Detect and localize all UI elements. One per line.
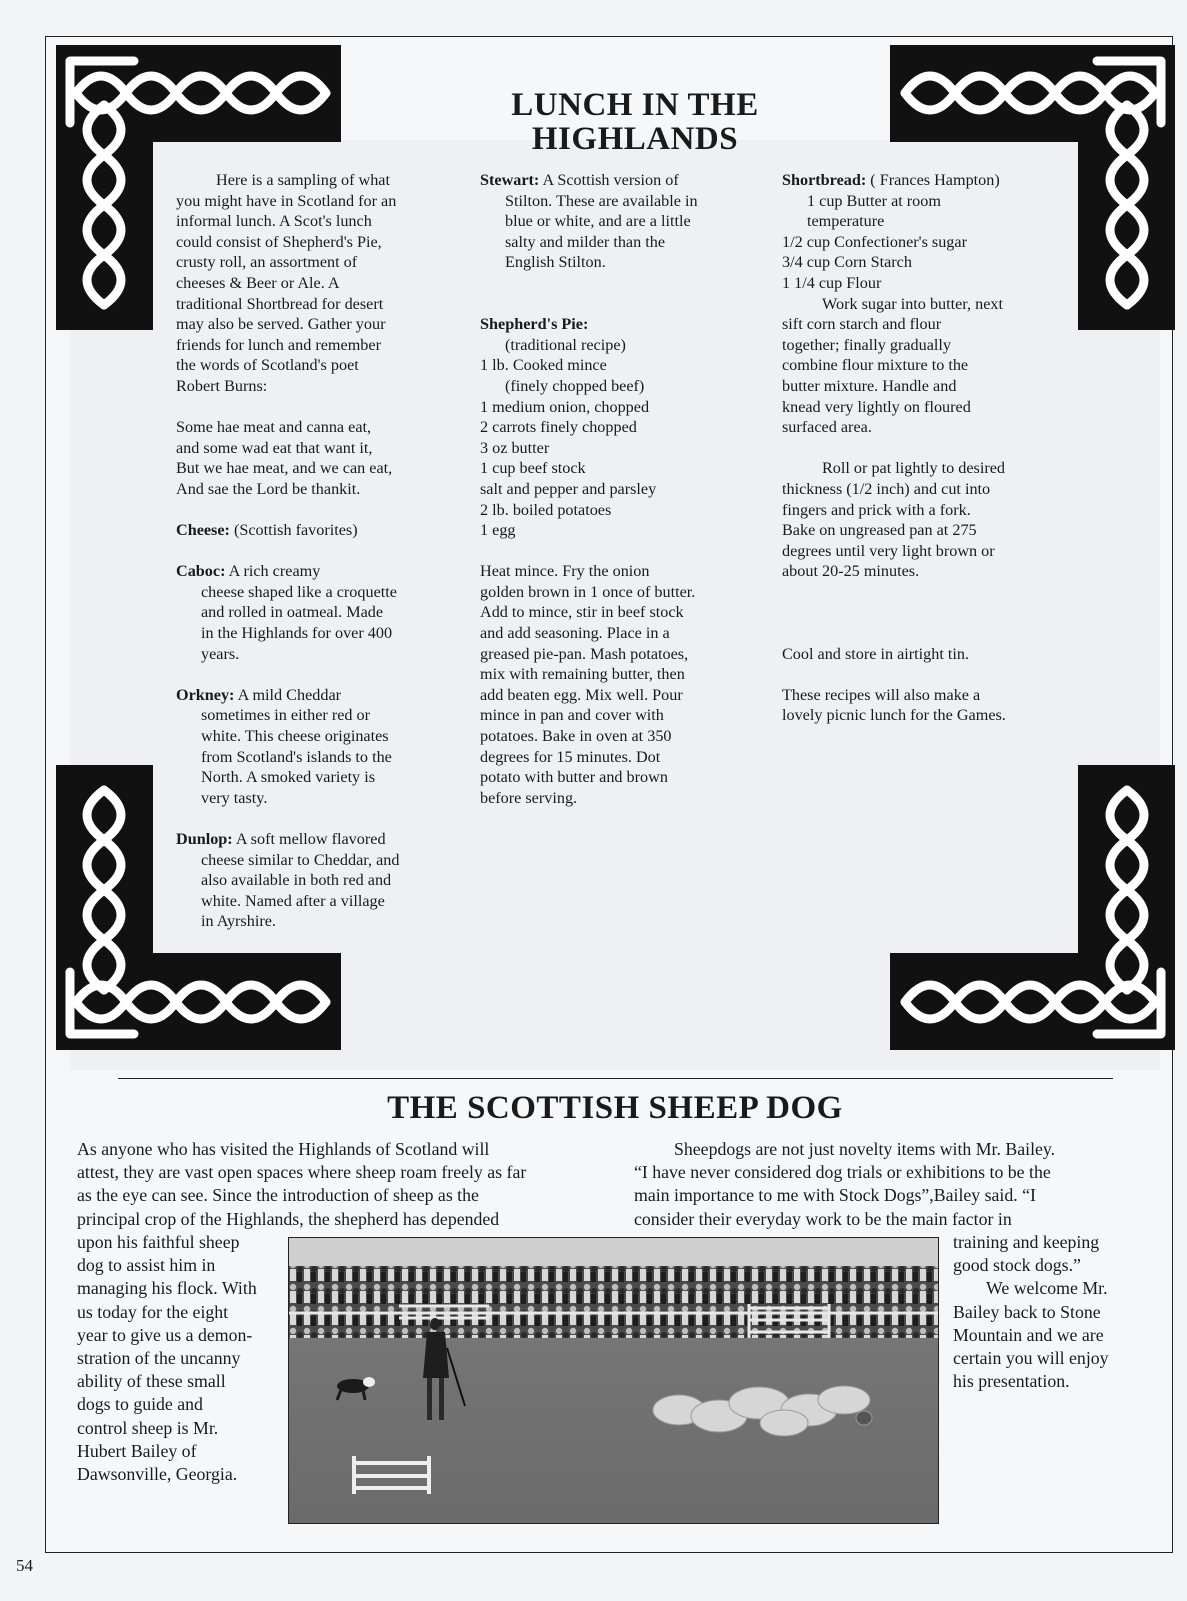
article-line: certain you will enjoy: [953, 1348, 1109, 1369]
poem-line: Some hae meat and canna eat,: [176, 418, 372, 437]
cheese-line: in Ayrshire.: [201, 912, 276, 931]
article-line: good stock dogs.”: [953, 1255, 1081, 1276]
cheese-line: in the Highlands for over 400: [201, 624, 393, 643]
article-line: dog to assist him in: [77, 1255, 216, 1276]
article-line: us today for the eight: [77, 1301, 229, 1322]
article-line: We welcome Mr.: [986, 1278, 1108, 1299]
cheese-heading: [176, 520, 456, 541]
sheepdog-right-wide: [634, 1138, 1154, 1231]
article-line: Bailey back to Stone: [953, 1301, 1101, 1322]
ingredient: 1 1/4 cup Flour: [782, 273, 882, 292]
ingredient: 3/4 cup Corn Starch: [782, 253, 912, 272]
cheese-line: English Stilton.: [505, 253, 606, 272]
sheepdog-title: THE SCOTTISH SHEEP DOG: [387, 1090, 843, 1126]
picnic-note: lovely picnic lunch for the Games.: [782, 706, 1006, 725]
cheese-line: sometimes in either red or: [201, 706, 371, 725]
method-line: mix with remaining butter, then: [480, 665, 685, 684]
cheese-line: white. Named after a village: [201, 891, 385, 910]
article-line: upon his faithful sheep: [77, 1232, 240, 1252]
cheese-name: Dunlop:: [176, 830, 233, 848]
title-line: LUNCH IN THE: [511, 87, 759, 123]
picnic-note: These recipes will also make a: [782, 685, 981, 704]
article-line: control sheep is Mr.: [77, 1417, 219, 1438]
intro-line: could consist of Shepherd's Pie,: [176, 232, 382, 251]
cheese-line: years.: [201, 644, 240, 663]
method-line: Roll or pat lightly to desired: [822, 459, 1005, 478]
method-line: Heat mince. Fry the onion: [480, 562, 650, 581]
method-line: greased pie-pan. Mash potatoes,: [480, 644, 689, 663]
cheese-line: Stilton. These are available in: [505, 191, 698, 210]
ingredient: 1 egg: [480, 521, 516, 540]
method-line: potatoes. Bake in oven at 350: [480, 727, 672, 746]
column-intro-cheeses: [176, 170, 456, 932]
cheese-line: very tasty.: [201, 788, 268, 807]
recipe-heading: Shepherd's Pie:: [480, 315, 589, 334]
sheepdog-right-narrow: [953, 1231, 1153, 1393]
method-line: and add seasoning. Place in a: [480, 624, 670, 643]
method-line: mince in pan and cover with: [480, 706, 664, 725]
article-line: Sheepdogs are not just novelty items with Mr. Bailey.: [674, 1139, 1056, 1159]
dunlop-entry: [176, 829, 456, 850]
method-line: about 20-25 minutes.: [782, 562, 920, 581]
ingredient: 1/2 cup Confectioner's sugar: [782, 232, 967, 251]
ingredient: 2 carrots finely chopped: [480, 418, 637, 437]
cheese-text: A rich creamy: [225, 562, 321, 581]
method-line: combine flour mixture to the: [782, 356, 969, 375]
method-line: add beaten egg. Mix well. Pour: [480, 685, 683, 704]
article-line: ability of these small: [77, 1371, 226, 1392]
lunch-title: [420, 88, 850, 156]
cheese-text: A Scottish version of: [539, 171, 679, 189]
cheese-line: salty and milder than the: [505, 232, 666, 251]
heading-label: Cheese:: [176, 521, 230, 540]
method-line: degrees for 15 minutes. Dot: [480, 747, 661, 766]
method-line: fingers and prick with a fork.: [782, 500, 971, 519]
article-line: Hubert Bailey of: [77, 1440, 197, 1461]
cheese-text: A mild Cheddar: [234, 685, 342, 704]
article-line: dogs to guide and: [77, 1394, 203, 1415]
sheepdog-left-wide: [77, 1138, 637, 1231]
intro-line: you might have in Scotland for an: [176, 191, 397, 210]
ingredient: temperature: [807, 212, 885, 231]
stewart-entry: [480, 170, 755, 191]
intro-line: Here is a sampling of what: [216, 171, 390, 189]
method-line: golden brown in 1 once of butter.: [480, 582, 696, 601]
intro-line: informal lunch. A Scot's lunch: [176, 212, 372, 231]
column-stewart-shepherds-pie: [480, 170, 755, 808]
intro-line: may also be served. Gather your: [176, 315, 386, 334]
cheese-name: Stewart:: [480, 171, 540, 189]
title-line: HIGHLANDS: [531, 121, 739, 157]
ingredient: 1 lb. Cooked mince: [480, 356, 607, 375]
caboc-entry: [176, 561, 456, 582]
article-line: as the eye can see. Since the introduction of sheep as the: [77, 1185, 479, 1206]
cheese-line: blue or white, and are a little: [505, 212, 691, 231]
recipe-sub: (traditional recipe): [505, 335, 626, 354]
article-line: training and keeping: [953, 1232, 1100, 1252]
method-line: butter mixture. Handle and: [782, 376, 957, 395]
recipe-heading: Shortbread:: [782, 171, 867, 189]
ingredient: salt and pepper and parsley: [480, 479, 657, 498]
cheese-line: white. This cheese originates: [201, 727, 389, 746]
method-line: surfaced area.: [782, 418, 872, 437]
article-line: “I have never considered dog trials or exhibitions to be the: [634, 1162, 1051, 1183]
cheese-text: A soft mellow flavored: [232, 830, 386, 848]
intro-line: cheeses & Beer or Ale. A: [176, 273, 340, 292]
article-line: Dawsonville, Georgia.: [77, 1464, 238, 1485]
cheese-line: North. A smoked variety is: [201, 768, 375, 787]
celtic-knot-bottom-right: [885, 760, 1175, 1050]
ingredient: 3 oz butter: [480, 438, 550, 457]
cheese-line: and rolled in oatmeal. Made: [201, 603, 384, 622]
orkney-entry: [176, 685, 456, 706]
storage-note: Cool and store in airtight tin.: [782, 644, 970, 663]
article-line: main importance to me with Stock Dogs”,Bailey said. “I: [634, 1185, 1036, 1206]
article-line: principal crop of the Highlands, the shepherd has depended: [77, 1208, 500, 1229]
shortbread-heading: [782, 170, 1057, 191]
cheese-line: cheese similar to Cheddar, and: [201, 850, 400, 869]
cheese-line: cheese shaped like a croquette: [201, 582, 397, 601]
poem-line: and some wad eat that want it,: [176, 438, 373, 457]
method-line: potato with butter and brown: [480, 768, 668, 787]
method-line: Work sugar into butter, next: [822, 294, 1004, 313]
poem-line: And sae the Lord be thankit.: [176, 479, 361, 498]
sheepdog-trial-illustration: [289, 1238, 939, 1524]
intro-line: Robert Burns:: [176, 376, 268, 395]
spectator-crowd: [289, 1266, 939, 1338]
method-line: before serving.: [480, 788, 578, 807]
column-shortbread: [782, 170, 1057, 726]
article-line: year to give us a demon-: [77, 1324, 253, 1345]
method-line: degrees until very light brown or: [782, 541, 995, 560]
ingredient: 2 lb. boiled potatoes: [480, 500, 612, 519]
method-line: together; finally gradually: [782, 335, 952, 354]
method-line: Bake on ungreased pan at 275: [782, 521, 977, 540]
ingredient: 1 medium onion, chopped: [480, 397, 650, 416]
page-number: 54: [16, 1556, 33, 1575]
ingredient: 1 cup beef stock: [480, 459, 586, 478]
cheese-line: also available in both red and: [201, 871, 392, 890]
intro-line: the words of Scotland's poet: [176, 356, 359, 375]
article-line: Mountain and we are: [953, 1324, 1104, 1345]
sheepdog-left-narrow: [77, 1231, 282, 1486]
intro-line: traditional Shortbread for desert: [176, 294, 384, 313]
article-line: consider their everyday work to be the main factor in: [634, 1208, 1012, 1229]
heading-sub: (Scottish favorites): [229, 521, 358, 540]
obstacle-gate: [354, 1456, 429, 1494]
intro-line: crusty roll, an assortment of: [176, 253, 358, 272]
ingredient: 1 cup Butter at room: [807, 191, 941, 210]
sheepdog-trial-photo: [288, 1237, 939, 1524]
method-line: knead very lightly on floured: [782, 397, 971, 416]
article-line: managing his flock. With: [77, 1278, 257, 1299]
cheese-name: Caboc:: [176, 562, 226, 581]
method-line: sift corn starch and flour: [782, 315, 942, 334]
article-line: stration of the uncanny: [77, 1348, 241, 1369]
intro-line: friends for lunch and remember: [176, 335, 381, 354]
ingredient: (finely chopped beef): [505, 376, 645, 395]
poem-line: But we hae meat, and we can eat,: [176, 459, 393, 478]
section-divider: [118, 1078, 1113, 1079]
cheese-name: Orkney:: [176, 685, 235, 704]
method-line: Add to mince, stir in beef stock: [480, 603, 684, 622]
article-line: attest, they are vast open spaces where sheep roam freely as far: [77, 1162, 527, 1183]
article-line: his presentation.: [953, 1371, 1070, 1392]
cheese-line: from Scotland's islands to the: [201, 747, 392, 766]
recipe-credit: ( Frances Hampton): [866, 171, 1000, 189]
article-line: As anyone who has visited the Highlands of Scotland will: [77, 1139, 490, 1159]
method-line: thickness (1/2 inch) and cut into: [782, 479, 991, 498]
